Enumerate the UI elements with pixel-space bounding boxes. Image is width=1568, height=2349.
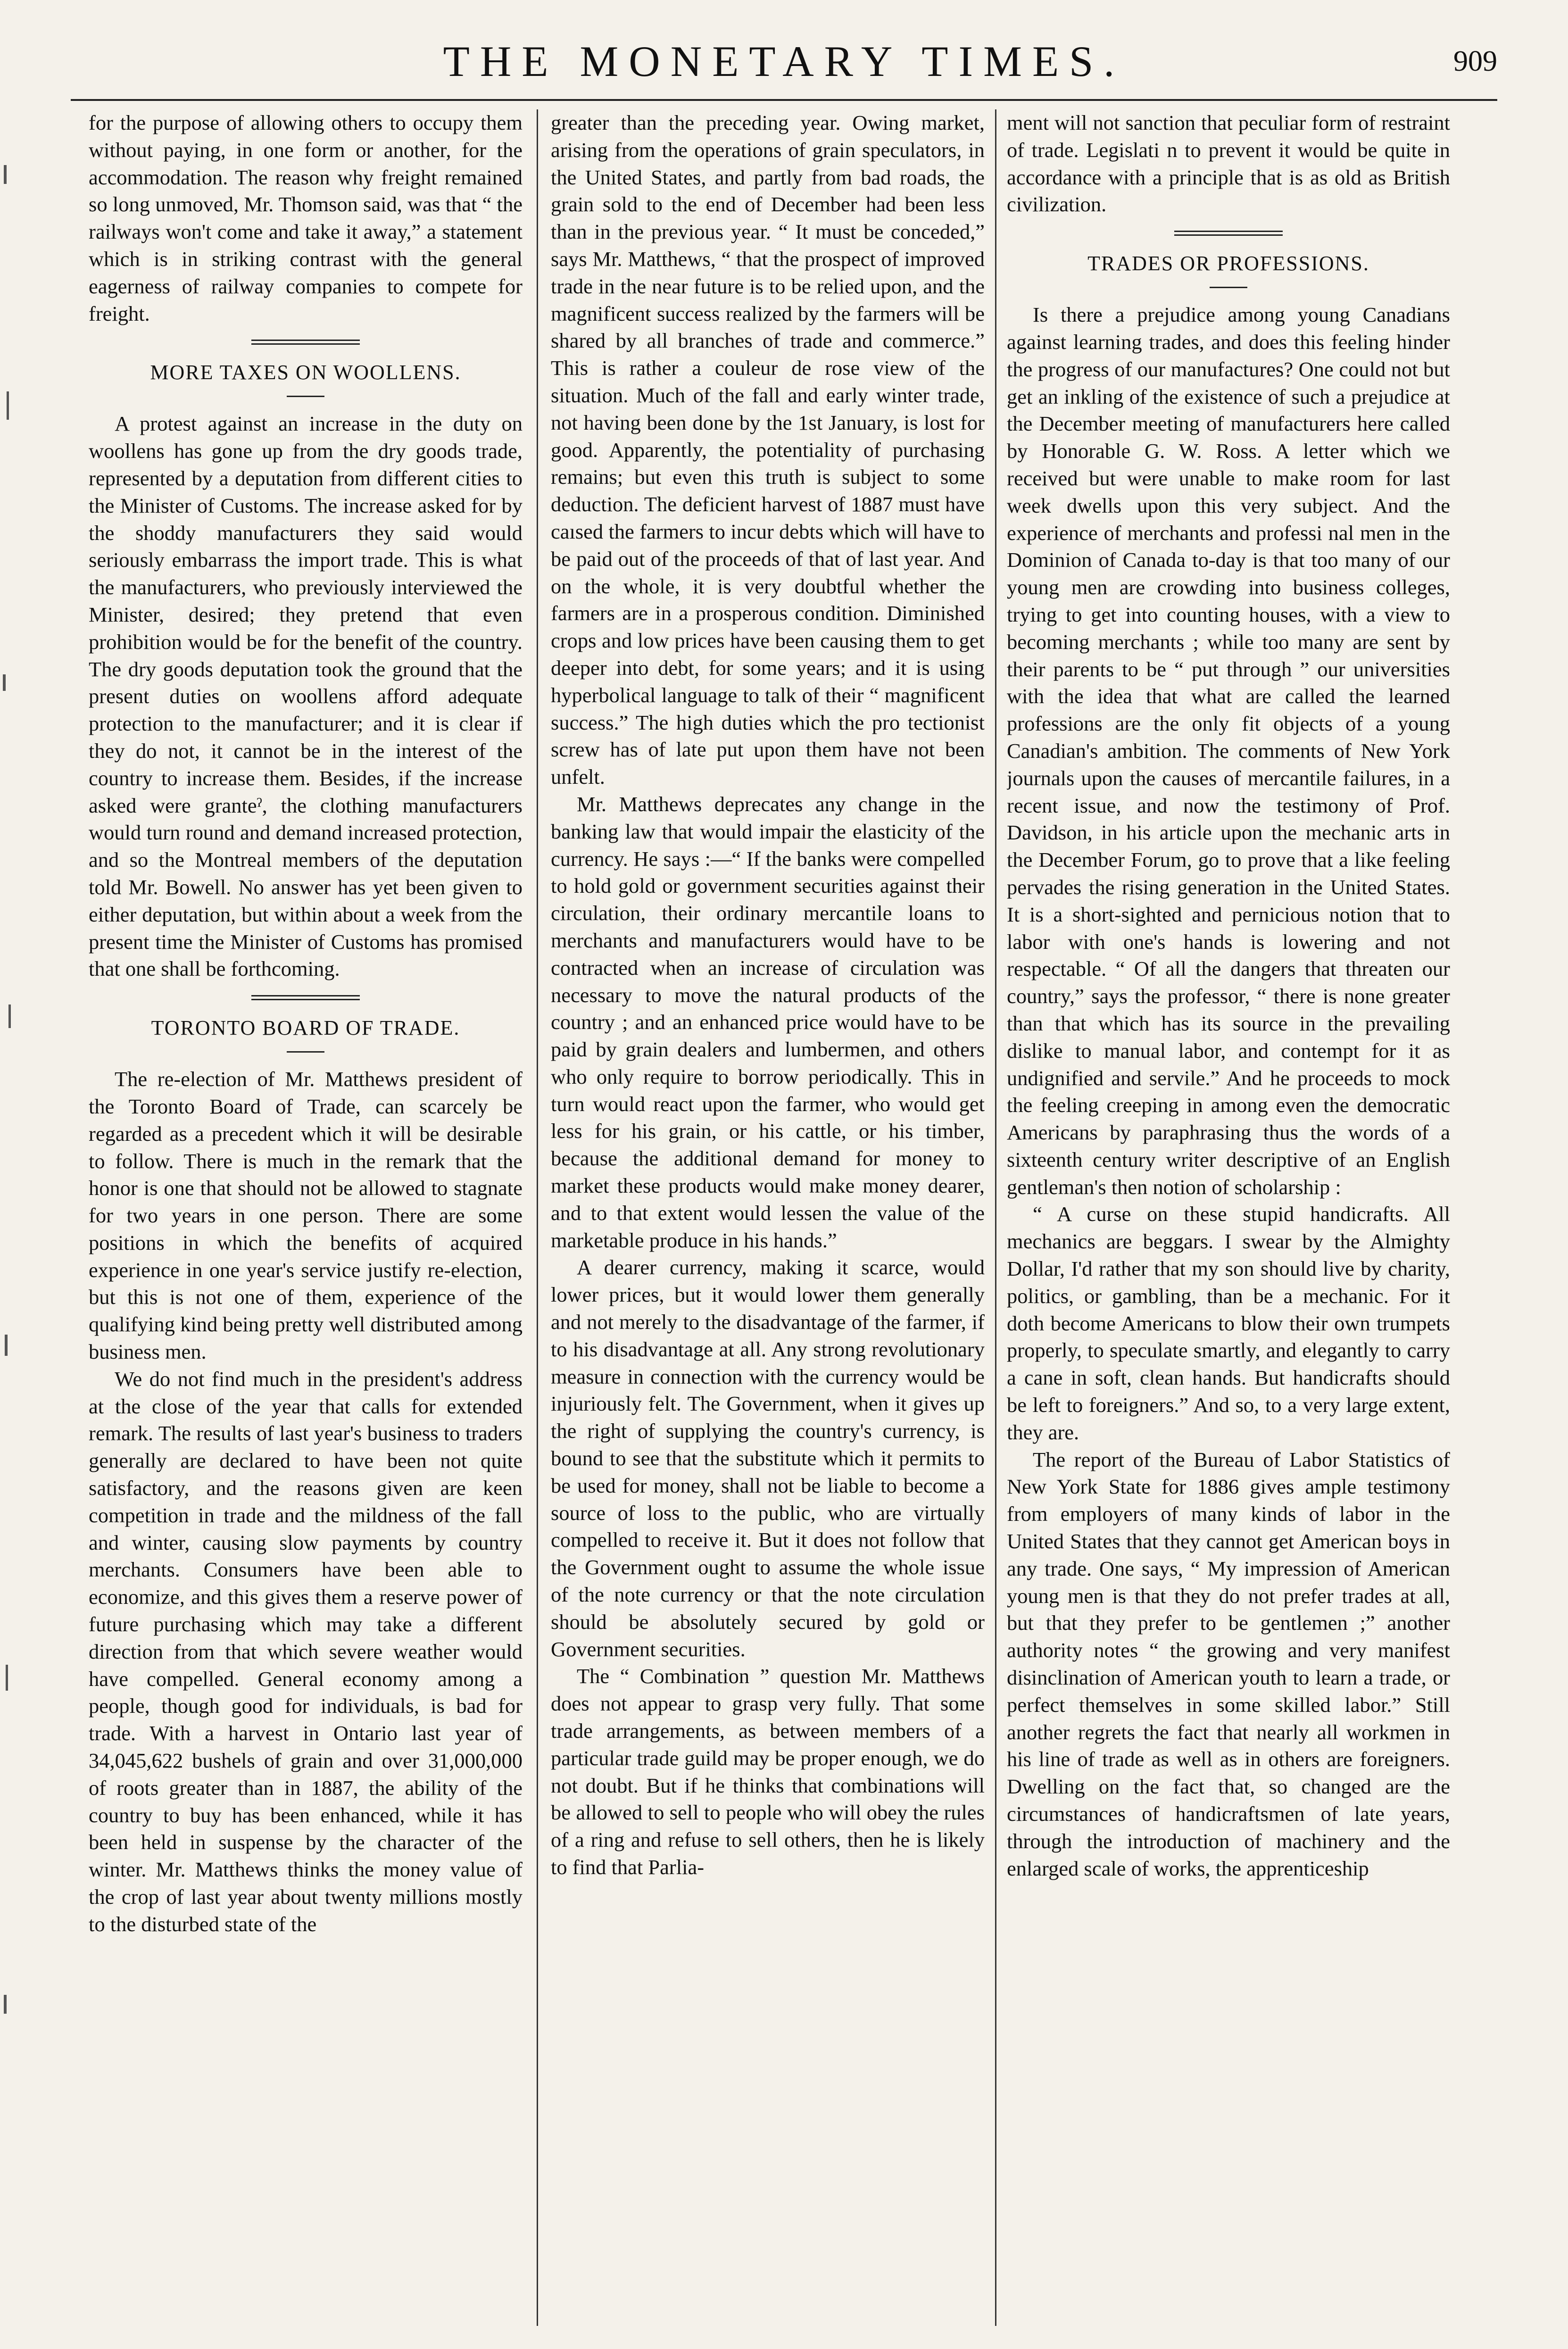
board-paragraph-2: We do not find much in the president's address at the close of the year that calls for extended remark. The results of last year's business to traders generally are declared to have been not quite satisfactory, and the reasons given are keen competition in trade and the mildness of the fall and winter, causing slow payments by country merchants. Consumers have been able to economize, and this gives them a reserve power of future purchasing which may take a different direction from that which severe weather would have compelled. General economy among a people, though good for individuals, is bad for trade. With a harvest in Ontario last year of 34,045,622 bushels of grain and over 31,000,000 of roots greater than in 1887, the ability of the country to buy has been enhanced, while it has been held in suspense by the character of the winter. Mr. Matthews thinks the money value of the crop of last year about twenty millions mostly to the disturbed state of the: [89, 1367, 523, 1936]
trades-paragraph-1: Is there a prejudice among young Canadians against learning trades, and does this feeling hinder the progress of our manufactures? One could not but get an inkling of the existence of such a prejudice at the December meeting of manufacturers here called by Honorable G. W. Ross. A letter which we received but were unable to make room for last week dwells upon this very subject. And the experience of merchants and professi nal men in the Dominion of Canada to-day is that too many of our young men are crowding into business colleges, trying to get into counting houses, with a view to becoming merchants ; while too many are sent by their parents to be “ put through ” our universities with the idea that what are called the learned professions are the only fit objects of a young Canadian's ambition. The comments of New York journals upon the causes of mercantile failures, in a recent issue, and now the testimony of Prof. Davidson, in his article upon the mechanic arts in the December Forum, go to prove that a like feeling pervades the rising generation in the United States. It is a short-sighted and pernicious notion that to labor with one's hands is lowering and not respectable. “ Of all the dangers that threaten our country,” says the professor, “ there is none greater than that which has its source in the prevailing dislike to manual labor, and contempt for it as undignified and servile.” And he proceeds to mock the feeling creeping in among even the democratic Americans by paraphrasing thus the words of a sixteenth century writer descriptive of an English gentleman's then notion of scholarship :: [1007, 303, 1450, 1199]
column-3: [1007, 109, 1450, 2326]
column-2: [551, 109, 985, 2326]
woollens-paragraph: A protest against an increase in the duty on woollens has gone up from the dry goods trade, represented by a deputation from different cities to the Minister of Customs. The increase asked for by the shoddy manufacturers they said would seriously embarrass the import trade. This is what the manufacturers, who previously interviewed the Minister, desired; they pretend that even prohibition would be for the benefit of the country. The dry goods deputation took the ground that the present duties on woollens afford adequate protection to the manufacturer; and it is clear if they do not, it cannot be in the interest of the country to increase them. Besides, if the increase asked were granteˀ, the clothing manufacturers would turn round and demand increased protection, and so the Montreal members of the deputation told Mr. Bowell. No answer has yet been given to either deputation, but within about a week from the present time the Minister of Customs has promised that one shall be forthcoming.: [89, 412, 523, 981]
section-divider: [251, 340, 360, 345]
trades-quote: “ A curse on these stupid handicrafts. All mechanics are beggars. I swear by the Almighty Dollar, I'd rather that my son should live by charity, politics, or gambling, than be a mechanic. For it doth become Americans to blow their own trumpets properly, to speculate smartly, and elegantly to carry a cane in soft, clean hands. But handicrafts should be left to foreigners.” And so, to a very large extent, they are.: [1007, 1202, 1450, 1444]
column-rule-2: [995, 109, 996, 2326]
currency-paragraph: A dearer currency, making it scarce, would lower prices, but it would lower them generally and not merely to the disadvantage of the farmer, if to his disadvantage at all. Any strong revolutionary measure in connection with the currency would be injuriously felt. The Government, when it gives up the right of supplying the country's currency, is bound to see that the substitute which it permits to be used for money, shall not be liable to become a source of loss to the public, who are virtually compelled to receive it. But it does not follow that the Government ought to assume the whole issue of the note currency or that the note circulation should be absolutely secured by gold or Government securities.: [551, 1255, 985, 1661]
combination-paragraph-continued: ment will not sanction that peculiar form of restraint of trade. Legislati n to prevent it would be quite in accordance with a principle that is as old as British civilization.: [1007, 111, 1450, 216]
combination-paragraph: The “ Combination ” question Mr. Matthews does not appear to grasp very fully. That some trade arrangements, as between members of a particular trade guild may be proper enough, we do not doubt. But if he thinks that combinations will be allowed to sell to people who will obey the rules of a ring and refuse to sell others, then he is likely to find that Parlia-: [551, 1664, 985, 1879]
trades-paragraph-2: The report of the Bureau of Labor Statistics of New York State for 1886 gives ample testimony from employers of many kinds of labor in the United States that they cannot get American boys in any trade. One says, “ My impression of American young men is that they do not prefer trades at all, but that they prefer to be gentlemen ;” another authority notes “ the growing and very manifest disinclination of American youth to learn a trade, or perfect themselves in some skilled labor.” Still another regrets the fact that nearly all workmen in his line of trade as well as in others are foreigners. Dwelling on the fact that, so changed are the circumstances of handicraftsmen of late years, through the introduction of machinery and the enlarged scale of works, the apprenticeship: [1007, 1447, 1450, 1880]
page-number: 909: [1453, 45, 1497, 77]
heading-rule: [287, 1051, 324, 1053]
section-heading-trades: TRADES OR PROFESSIONS.: [1087, 252, 1369, 275]
board-paragraph-1: The re-election of Mr. Matthews president of the Toronto Board of Trade, can scarcely be regarded as a precedent which it will be desirable to follow. There is much in the remark that the honor is one that should not be allowed to stagnate for two years in one person. There are some positions in which the benefits of acquired experience in one year's service justify re-election, but this is not one of them, experience of the qualifying kind being pretty well distributed among business men.: [89, 1067, 523, 1364]
masthead-rule: [71, 99, 1497, 101]
binding-edge-marks: [0, 108, 28, 2278]
column-1: [89, 109, 523, 2326]
banking-paragraph: Mr. Matthews deprecates any change in the banking law that would impair the elasticity of the currency. He says :—“ If the banks were compelled to hold gold or government securities against their circulation, their ordinary mercantile loans to merchants and manufacturers would have to be contracted when an increase of circulation was necessary to move the natural products of the country ; and an enhanced price would have to be paid by grain dealers and lumbermen, and others who only require to borrow periodically. This in turn would react upon the farmer, who would get less for his grain, or his cattle, or his timber, because the additional demand for money to market these products would make money dearer, and to that extent would lessen the value of the marketable produce in his hands.”: [551, 792, 985, 1252]
newspaper-title: THE MONETARY TIMES.: [443, 37, 1125, 85]
article-continuation: for the purpose of allowing others to occupy them without paying, in one form or another, for the accommodation. The reason why freight remained so long unmoved, Mr. Thomson said, was that “ the railways won't come and take it away,” a statement which is in striking contrast with the general eagerness of railway companies to compete for freight.: [89, 111, 523, 325]
heading-rule: [287, 396, 324, 397]
section-divider: [1174, 231, 1283, 236]
section-divider: [251, 995, 360, 1000]
section-heading-woollens: MORE TAXES ON WOOLLENS.: [150, 361, 461, 384]
heading-rule: [1210, 287, 1247, 288]
board-paragraph-continued: greater than the preceding year. Owing market, arising from the operations of grain speculators, in the United States, and partly from bad roads, the grain sold to the end of December had been less than in the previous year. “ It must be conceded,” says Mr. Matthews, “ that the prospect of improved trade in the near future is to be relied upon, and the magnificent success realized by the farmers will be shared by all branches of trade and commerce.” This is rather a couleur de rose view of the situation. Much of the fall and early winter trade, not having been done by the 1st January, is lost for good. Apparently, the potentiality of purchasing remains; but even this truth is subject to some deduction. The deficient harvest of 1887 must have caısed the farmers to incur debts which will have to be paid out of the proceeds of that of last year. And on the whole, it is very doubtful whether the farmers are in a prosperous condition. Diminished crops and low prices have been causing them to get deeper into debt, for some years; and it is using hyperbolical language to talk of their “ magnificent success.” The high duties which the pro tectionist screw has of late put upon them have not been unfelt.: [551, 111, 985, 789]
section-heading-board-of-trade: TORONTO BOARD OF TRADE.: [151, 1016, 460, 1040]
masthead: [0, 28, 1568, 94]
column-rule-1: [537, 109, 538, 2326]
